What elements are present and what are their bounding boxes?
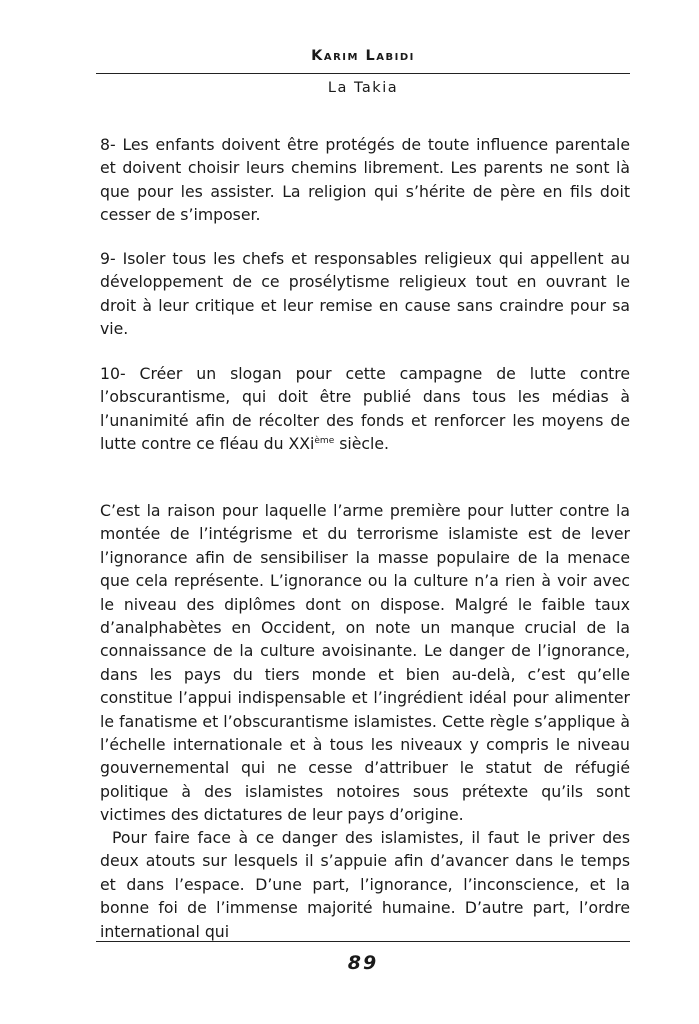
header-divider (96, 73, 630, 74)
body-paragraph-main (100, 499, 630, 827)
list-item-9-text: 9- Isoler tous les chefs et responsables religieux qui appellent au développement de ce prosélytisme religieux tout en ouvrant le droit à leur critique et leur remise en cause sans craindre pour sa vie. (100, 249, 630, 339)
running-head-author: Karim Labidi (311, 48, 415, 64)
page-number: 89 (347, 952, 379, 974)
list-item-9 (100, 247, 630, 341)
list-item-8-text: 8- Les enfants doivent être protégés de toute influence parentale et doivent choisir leurs chemins librement. Les parents ne sont là que pour les assister. La religion qui s’hérite de père en fils doit cesser de s’imposer. (100, 135, 630, 225)
body-paragraph-continued (100, 826, 630, 943)
running-head-title: La Takia (327, 80, 399, 96)
list-item-10-text (100, 362, 630, 456)
body-paragraph-main-text: C’est la raison pour laquelle l’arme première pour lutter contre la montée de l’intégrisme et du terrorisme islamiste est de lever l’ignorance afin de sensibiliser la masse populaire de la menace que cela représente. L’ignorance ou la culture n’a rien à voir avec le niveau des diplômes dont on dispose. Malgré le faible taux d’analphabètes en Occident, on note un manque crucial de la connaissance de la culture avoisinante. Le danger de l’ignorance, dans les pays du tiers monde et bien au-delà, c’est qu’elle constitue l’appui indispensable et l’ingrédient idéal pour alimenter le fanatisme et l’obscurantisme islamistes. Cette règle s’applique à l’échelle internationale et à tous les niveaux y compris le niveau gouvernemental qui ne cesse d’attribuer le statut de réfugié politique à des islamistes notoires sous prétexte qu’ils sont victimes des dictatures de leur pays d’origine. (100, 501, 630, 825)
list-item-10-main: 10- Créer un slogan pour cette campagne de lutte contre l’obscurantisme, qui doit être publié dans tous les médias à l’unanimité afin de récolter des fonds et renforcer les moyens de lutte contre ce fléau du XXi (100, 364, 630, 454)
footer-divider (96, 941, 630, 942)
century-superscript: ème (314, 436, 335, 447)
list-item-8 (100, 133, 630, 227)
list-item-10 (100, 362, 630, 456)
body-paragraph-continued-text: Pour faire face à ce danger des islamistes, il faut le priver des deux atouts sur lesquels il s’appuie afin d’avancer dans le temps et dans l’espace. D’une part, l’ignorance, l’inconscience, et la bonne foi de l’immense majorité humaine. D’autre part, l’ordre international qui (100, 828, 630, 941)
list-item-10-end: siècle. (334, 434, 390, 454)
